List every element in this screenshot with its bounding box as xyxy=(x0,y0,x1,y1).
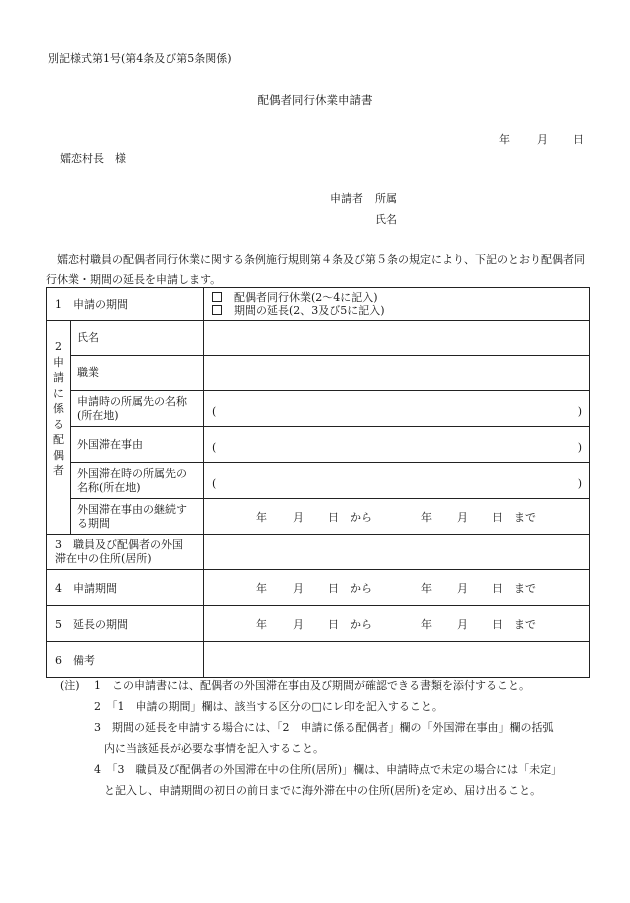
vchar: 2 xyxy=(55,340,62,353)
note-4b: と記入し、申請期間の初日の前日までに海外滞在中の住所(居所)を定め、届け出ること。 xyxy=(104,784,542,797)
abroad-affiliation-label-2: 名称(所在地) xyxy=(77,480,141,494)
spouse-affiliation-label xyxy=(71,391,204,427)
intro-paragraph: 嬬恋村職員の配偶者同行休業に関する条例施行規則第４条及び第５条の規定により、下記のとおり配偶者同行休業・期間の延長を申請します。 xyxy=(46,253,585,286)
period-day-2: 日 xyxy=(492,581,503,595)
row-spouse-occupation xyxy=(47,356,590,391)
checkbox-leave[interactable] xyxy=(212,292,222,302)
period-day-1: 日 xyxy=(328,510,339,524)
row1-label: 1 申請の期間 xyxy=(47,288,204,321)
row5-label: 5 延長の期間 xyxy=(47,606,204,642)
option-extension[interactable] xyxy=(204,304,589,317)
spouse-affiliation-field[interactable] xyxy=(204,391,590,427)
option-leave-label: 配偶者同行休業(2～4に記入) xyxy=(234,291,378,304)
row-extension-period xyxy=(47,606,590,642)
applicant-label: 申請者 xyxy=(330,192,363,205)
row3-label-1: 3 職員及び配偶者の外国 xyxy=(55,538,183,551)
application-table xyxy=(46,287,590,678)
date-month-label: 月 xyxy=(537,133,548,146)
vchar: る xyxy=(53,417,64,431)
period-month-2: 月 xyxy=(457,510,468,524)
note-1: 1 この申請書には、配偶者の外国滞在事由及び期間が確認できる書類を添付すること。 xyxy=(94,679,530,692)
row-remarks xyxy=(47,642,590,678)
period-day-1: 日 xyxy=(328,617,339,631)
period-day-2: 日 xyxy=(492,510,503,524)
row-spouse-period xyxy=(47,499,590,535)
period-month-2: 月 xyxy=(457,617,468,631)
row4-label: 4 申請期間 xyxy=(47,570,204,606)
paren-close: ) xyxy=(577,441,582,454)
period-month-1: 月 xyxy=(293,510,304,524)
spouse-occupation-label: 職業 xyxy=(71,356,204,391)
spouse-abroad-affiliation-field[interactable] xyxy=(204,463,590,499)
extension-period-field[interactable] xyxy=(204,606,590,642)
checkbox-extension[interactable] xyxy=(212,305,222,315)
date-day-label: 日 xyxy=(573,133,584,146)
abroad-affiliation-label-1: 外国滞在時の所属先の xyxy=(77,466,187,480)
period-until: まで xyxy=(514,617,536,631)
address-abroad-field[interactable] xyxy=(204,535,590,570)
spouse-affiliation-label-2: (所在地) xyxy=(77,408,119,422)
period-from: から xyxy=(350,617,372,631)
date-year-label: 年 xyxy=(499,133,510,146)
period-until: まで xyxy=(514,510,536,524)
row3-label xyxy=(47,535,204,570)
spouse-reason-label: 外国滞在事由 xyxy=(71,427,204,463)
row-spouse-name xyxy=(47,321,590,356)
period-from: から xyxy=(350,581,372,595)
vchar: 係 xyxy=(53,402,64,415)
vchar: 申 xyxy=(53,355,64,369)
spouse-period-label-2: る期間 xyxy=(77,516,110,530)
spouse-period-label xyxy=(71,499,204,535)
request-period-field[interactable] xyxy=(204,570,590,606)
row-application-period xyxy=(47,288,590,321)
row-request-period xyxy=(47,570,590,606)
period-day-2: 日 xyxy=(492,617,503,631)
period-year-1: 年 xyxy=(256,510,267,524)
vchar: 者 xyxy=(53,464,64,477)
vchar: 偶 xyxy=(53,448,64,462)
row6-label: 6 備考 xyxy=(47,642,204,678)
addressee: 嬬恋村長 様 xyxy=(60,152,126,165)
row3-label-2: 滞在中の住所(居所) xyxy=(55,552,152,565)
notes-prefix: (注) xyxy=(60,679,80,692)
period-month-1: 月 xyxy=(293,617,304,631)
spouse-section-label xyxy=(47,321,71,535)
note-2: 2 「1 申請の期間」欄は、該当する区分の□にレ印を記入すること。 xyxy=(94,700,443,713)
applicant-name-label: 氏名 xyxy=(375,213,397,226)
option-leave[interactable] xyxy=(204,291,589,304)
period-year-1: 年 xyxy=(256,581,267,595)
spouse-name-field[interactable] xyxy=(204,321,590,356)
period-year-2: 年 xyxy=(421,617,432,631)
spouse-affiliation-label-1: 申請時の所属先の名称 xyxy=(77,394,187,408)
row-address-abroad xyxy=(47,535,590,570)
spouse-period-label-1: 外国滞在事由の継続す xyxy=(77,502,187,516)
option-extension-label: 期間の延長(2、3及び5に記入) xyxy=(234,304,385,317)
row1-options xyxy=(204,288,590,321)
form-number: 別記様式第1号(第4条及び第5条関係) xyxy=(48,52,232,65)
spouse-abroad-affiliation-label xyxy=(71,463,204,499)
paren-open: ( xyxy=(212,405,217,418)
paren-open: ( xyxy=(212,441,217,454)
period-month-2: 月 xyxy=(457,581,468,595)
row-spouse-abroad-affiliation xyxy=(47,463,590,499)
paren-open: ( xyxy=(212,477,217,490)
spouse-name-label: 氏名 xyxy=(71,321,204,356)
row-spouse-reason xyxy=(47,427,590,463)
spouse-occupation-field[interactable] xyxy=(204,356,590,391)
period-month-1: 月 xyxy=(293,581,304,595)
period-year-1: 年 xyxy=(256,617,267,631)
document-title: 配偶者同行休業申請書 xyxy=(257,93,373,107)
note-3b: 内に当該延長が必要な事情を記入すること。 xyxy=(104,742,324,755)
vchar: 配 xyxy=(53,433,64,446)
vchar: に xyxy=(53,386,64,400)
affiliation-label: 所属 xyxy=(375,192,397,205)
period-until: まで xyxy=(514,581,536,595)
row-spouse-affiliation xyxy=(47,391,590,427)
spouse-reason-field[interactable] xyxy=(204,427,590,463)
period-year-2: 年 xyxy=(421,510,432,524)
note-4a: 4 「3 職員及び配偶者の外国滞在中の住所(居所)」欄は、申請時点で未定の場合には「未定」 xyxy=(94,763,563,776)
period-day-1: 日 xyxy=(328,581,339,595)
paren-close: ) xyxy=(577,477,582,490)
period-year-2: 年 xyxy=(421,581,432,595)
paren-close: ) xyxy=(577,405,582,418)
vchar: 請 xyxy=(53,371,64,384)
spouse-period-field[interactable] xyxy=(204,499,590,535)
remarks-field[interactable] xyxy=(204,642,590,678)
period-from: から xyxy=(350,510,372,524)
note-3a: 3 期間の延長を申請する場合には、「2 申請に係る配偶者」欄の「外国滞在事由」欄の括弧 xyxy=(94,721,554,734)
